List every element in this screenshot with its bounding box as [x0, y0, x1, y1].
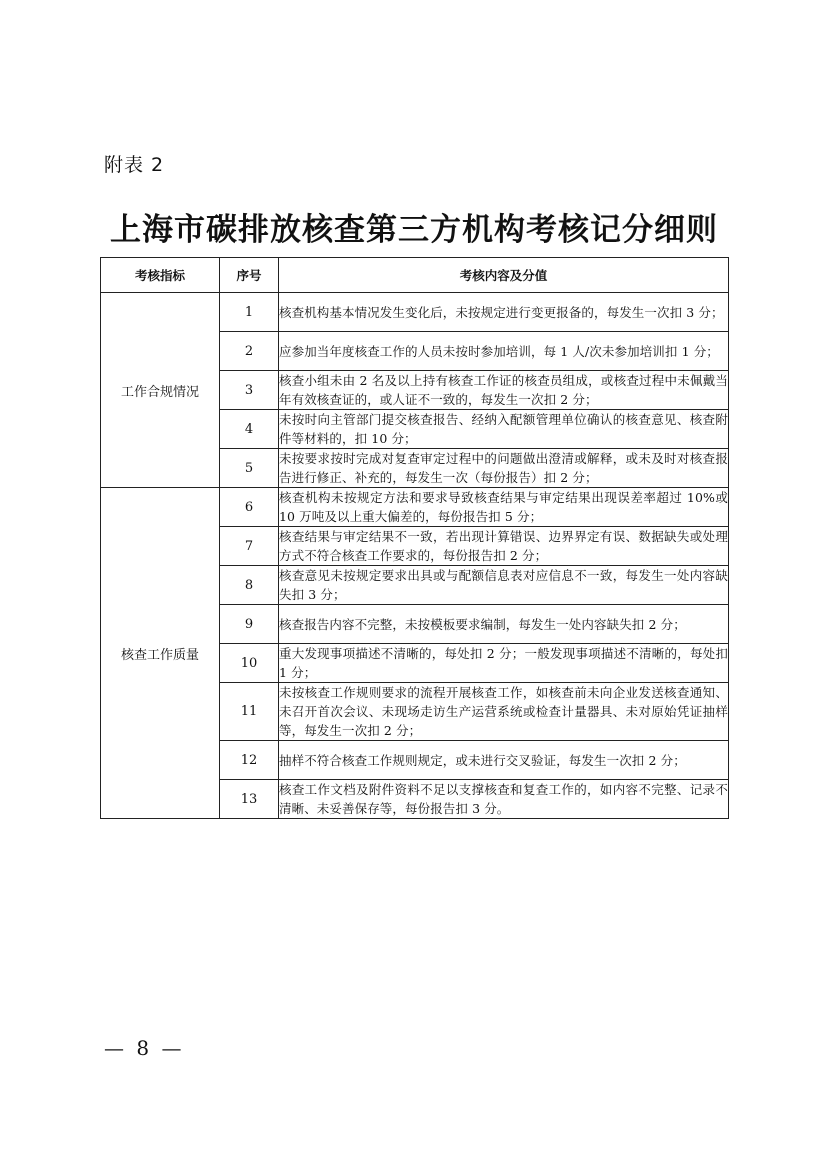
- document-title: 上海市碳排放核查第三方机构考核记分细则: [110, 212, 718, 248]
- row-content: 未按要求按时完成对复查审定过程中的问题做出澄清或解释，或未及时对核查报告进行修正、补充的，每发生一次（每份报告）扣 2 分；: [279, 449, 729, 488]
- row-seq: 3: [220, 371, 279, 410]
- row-content: 核查机构基本情况发生变化后，未按规定进行变更报备的，每发生一次扣 3 分；: [279, 293, 729, 332]
- appendix-label: 附表 2: [104, 154, 165, 176]
- row-content: 核查小组未由 2 名及以上持有核查工作证的核查员组成，或核查过程中未佩戴当年有效核查证的，或人证不一致的，每发生一次扣 2 分；: [279, 371, 729, 410]
- row-content: 核查报告内容不完整，未按模板要求编制，每发生一处内容缺失扣 2 分；: [279, 605, 729, 644]
- table-row: [101, 293, 729, 332]
- header-content: 考核内容及分值: [279, 258, 729, 293]
- row-seq: 8: [220, 566, 279, 605]
- row-seq: 7: [220, 527, 279, 566]
- table-header-row: [101, 258, 729, 293]
- header-seq: 序号: [220, 258, 279, 293]
- row-content: 抽样不符合核查工作规则规定，或未进行交叉验证，每发生一次扣 2 分；: [279, 741, 729, 780]
- row-content: 核查工作文档及附件资料不足以支撑核查和复查工作的，如内容不完整、记录不清晰、未妥善保存等，每份报告扣 3 分。: [279, 780, 729, 819]
- row-content: 重大发现事项描述不清晰的，每处扣 2 分；一般发现事项描述不清晰的，每处扣 1 分；: [279, 644, 729, 683]
- row-seq: 4: [220, 410, 279, 449]
- row-seq: 5: [220, 449, 279, 488]
- row-content: 应参加当年度核查工作的人员未按时参加培训，每 1 人/次未参加培训扣 1 分；: [279, 332, 729, 371]
- row-seq: 9: [220, 605, 279, 644]
- scoring-rules-table: [100, 257, 729, 819]
- row-seq: 10: [220, 644, 279, 683]
- row-content: 核查结果与审定结果不一致，若出现计算错误、边界界定有误、数据缺失或处理方式不符合核查工作要求的，每份报告扣 2 分；: [279, 527, 729, 566]
- row-content: 未按时向主管部门提交核查报告、经纳入配额管理单位确认的核查意见、核查附件等材料的，扣 10 分；: [279, 410, 729, 449]
- row-content: 核查意见未按规定要求出具或与配额信息表对应信息不一致，每发生一处内容缺失扣 3 分；: [279, 566, 729, 605]
- row-content: 核查机构未按规定方法和要求导致核查结果与审定结果出现误差率超过 10%或 10 万吨及以上重大偏差的，每份报告扣 5 分；: [279, 488, 729, 527]
- row-seq: 12: [220, 741, 279, 780]
- row-content: 未按核查工作规则要求的流程开展核查工作，如核查前未向企业发送核查通知、未召开首次会议、未现场走访生产运营系统或检查计量器具、未对原始凭证抽样等，每发生一次扣 2 分；: [279, 683, 729, 741]
- indicator-quality: 核查工作质量: [101, 488, 220, 819]
- page-number: — 8 —: [104, 1036, 185, 1060]
- header-indicator: 考核指标: [101, 258, 220, 293]
- row-seq: 11: [220, 683, 279, 741]
- row-seq: 1: [220, 293, 279, 332]
- row-seq: 6: [220, 488, 279, 527]
- indicator-compliance: 工作合规情况: [101, 293, 220, 488]
- row-seq: 2: [220, 332, 279, 371]
- row-seq: 13: [220, 780, 279, 819]
- table-row: [101, 488, 729, 527]
